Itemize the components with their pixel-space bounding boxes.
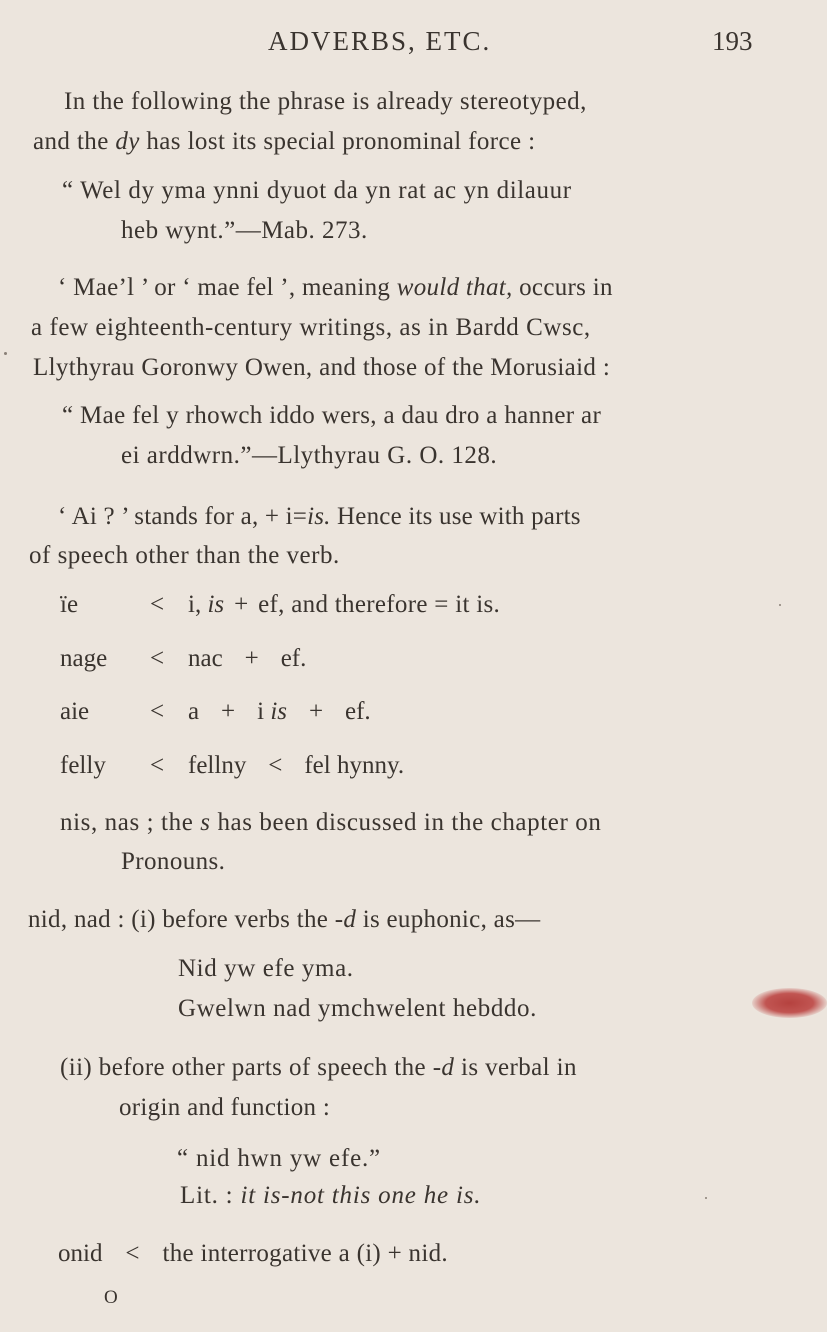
text-run: nis, nas ; the [60,809,201,836]
less-than-sign: < [149,591,165,618]
italic-run: s [200,809,211,836]
paragraph-4-line-1 [60,808,601,838]
plus-sign: + [234,591,249,618]
example-line: Nid yw efe yma. [178,955,354,982]
italic-run: is [207,591,225,618]
italic-run: -d [432,1054,455,1081]
paragraph-3-line-2: of speech other than the verb. [29,542,340,569]
derivation-part: a [188,698,200,725]
derivation-row [60,697,371,727]
derivation-part: nac [188,645,223,672]
text-run: and the [33,128,116,155]
derivation-row [60,590,500,620]
text-run: has lost its special pronominal force : [139,128,536,155]
quote-2-line-2: ei arddwrn.”—Llythyrau G. O. 128. [121,442,498,469]
less-than-sign: < [149,752,165,779]
paper-speck [705,1197,707,1199]
paper-speck [779,604,781,606]
derivation-part: ef. [280,645,307,672]
running-header: ADVERBS, ETC. [268,26,492,56]
italic-run: is. [307,503,331,530]
page-number: 193 [712,26,753,56]
derivation-row [60,751,404,781]
less-than-sign: < [149,698,165,725]
text-run: occurs in [512,274,613,301]
paper-speck [4,352,7,355]
text-run: Hence its use with parts [330,503,581,530]
paragraph-1-line-1: In the following the phrase is already stereotyped, [64,88,587,115]
text-run: ‘ Ai ? ’ stands for a, + i= [58,503,308,530]
paragraph-6-line-1 [60,1053,577,1083]
less-than-sign: < [149,645,165,672]
derivation-word: nage [60,645,108,672]
italic-run: it is-not this one he is. [240,1182,482,1209]
text-run: has been discussed in the chapter on [210,809,602,836]
derivation-part: ef, and therefore = it is. [258,591,501,618]
text-run: Lit. : [180,1182,241,1209]
derivation-part: ef. [345,698,371,725]
italic-run: would that, [396,274,513,301]
derivation-word: felly [60,752,106,779]
example-line: Gwelwn nad ymchwelent hebddo. [178,995,537,1022]
plus-sign: + [244,645,259,672]
derivation-word: ïe [60,591,79,618]
text-run: nid, nad : (i) before verbs the [28,906,335,933]
derivation-word: onid [58,1240,103,1267]
plus-sign: + [308,698,324,725]
derivation-part: i [257,698,265,725]
text-run: (ii) before other parts of speech the [60,1054,433,1081]
quote-1-line-2: heb wynt.”—Mab. 273. [121,217,368,244]
quote-1-line-1: “ Wel dy yma ynni dyuot da yn rat ac yn dilauur [62,177,572,204]
italic-run: -d [334,906,357,933]
italic-run: dy [115,128,140,155]
example-line [180,1181,481,1211]
red-stain-mark [752,988,827,1018]
paragraph-2-line-2: a few eighteenth-century writings, as in Bardd Cwsc, [31,314,591,341]
derivation-part: fellny [188,752,247,779]
paragraph-2-line-3: Llythyrau Goronwy Owen, and those of the Morusiaid : [33,354,611,381]
paragraph-3-line-1 [58,502,581,532]
quote-2-line-1: “ Mae fel y rhowch iddo wers, a dau dro a hanner ar [62,402,602,429]
text-run: ‘ Mae’l ’ or ‘ mae fel ’, meaning [58,274,397,301]
paragraph-5-line-1 [28,905,540,935]
derivation-part: i, [188,591,202,618]
italic-run: is [270,698,287,725]
example-line: “ nid hwn yw efe.” [177,1145,381,1172]
paragraph-1-line-2 [33,127,536,157]
derivation-word: aie [60,698,90,725]
derivation-row [60,644,306,674]
derivation-part: fel hynny. [304,752,405,779]
plus-sign: + [221,698,236,725]
signature-mark: O [104,1287,118,1308]
derivation-row [58,1239,448,1269]
less-than-sign: < [125,1240,140,1267]
paragraph-2-line-1 [58,273,613,303]
paragraph-6-line-2: origin and function : [119,1094,331,1121]
text-run: is verbal in [454,1054,577,1081]
derivation-part: the interrogative a (i) + nid. [162,1240,448,1267]
text-run: is euphonic, as— [356,906,541,933]
less-than-sign: < [268,752,283,779]
paragraph-4-line-2: Pronouns. [121,848,226,875]
